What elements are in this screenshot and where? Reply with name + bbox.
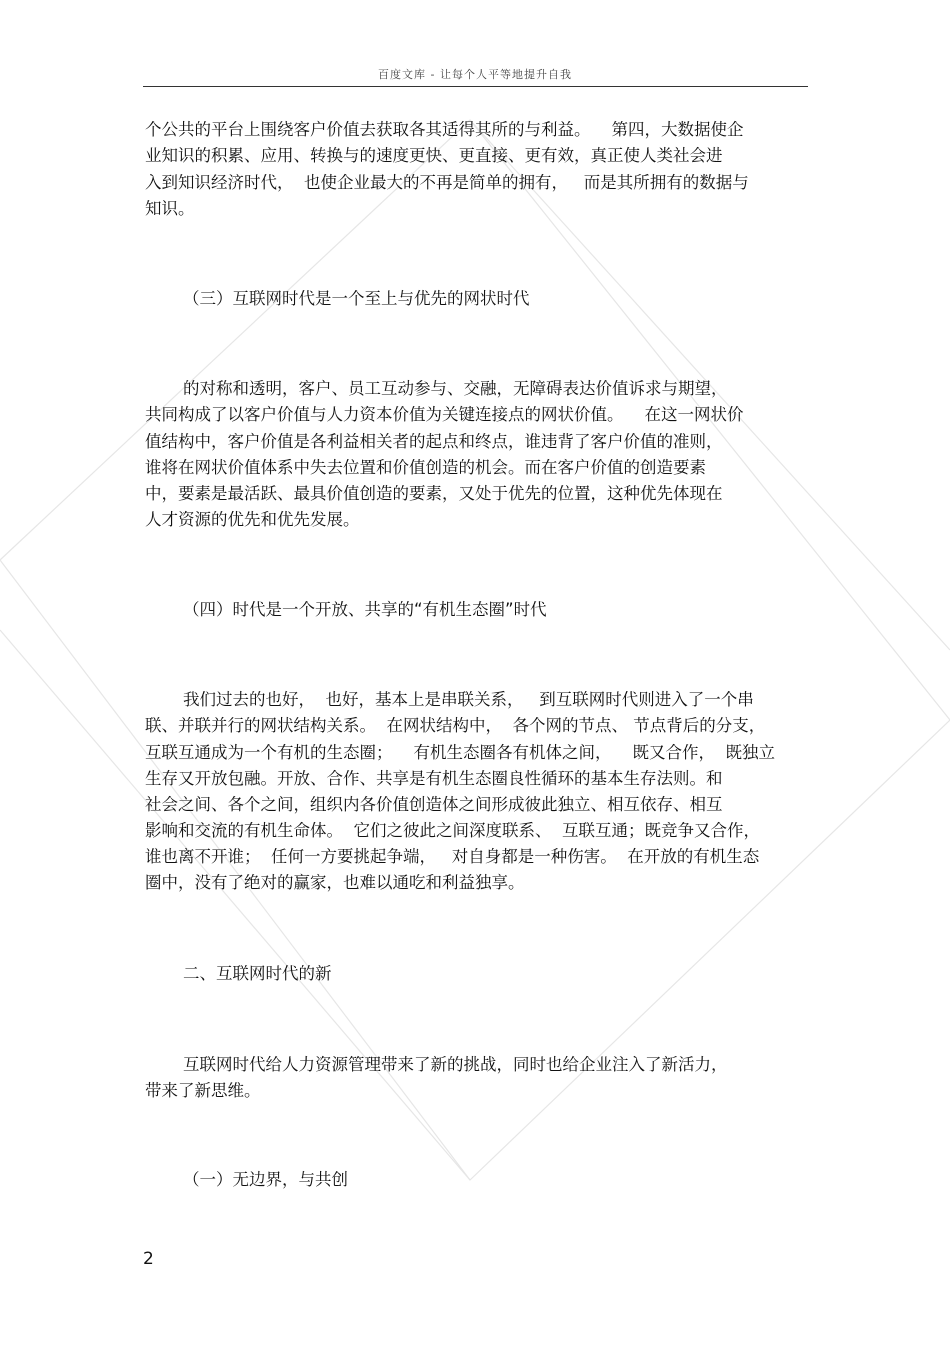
body-line: 圈中，没有了绝对的赢家，也难以通吃和利益独享。 — [145, 873, 525, 892]
body-line: 人才资源的优先和优先发展。 — [145, 510, 360, 529]
body-line: 入到知识经济时代， 也使企业最大的不再是简单的拥有， 而是其所拥有的数据与 — [145, 173, 749, 192]
section-heading: （三）互联网时代是一个至上与优先的网状时代 — [183, 289, 530, 308]
section-heading: （四）时代是一个开放、共享的“有机生态圈”时代 — [183, 600, 547, 619]
body-line: 业知识的积累、应用、转换与的速度更快、更直接、更有效，真正使人类社会进 — [145, 146, 723, 165]
body-line: 影响和交流的有机生命体。 它们之彼此之间深度联系、 互联互通；既竞争又合作， — [145, 821, 760, 840]
page-number: 2 — [143, 1249, 154, 1269]
body-line: 生存又开放包融。开放、合作、共享是有机生态圈良性循环的基本生存法则。和 — [145, 769, 723, 788]
body-line: 我们过去的也好， 也好，基本上是串联关系， 到互联网时代则进入了一个串 — [183, 690, 754, 709]
body-line: 互联互通成为一个有机的生态圈； 有机生态圈各有机体之间， 既又合作， 既独立 — [145, 743, 775, 762]
body-line: 谁也离不开谁； 任何一方要挑起争端， 对自身都是一种伤害。 在开放的有机生态 — [145, 847, 760, 866]
body-line: 互联网时代给人力资源管理带来了新的挑战，同时也给企业注入了新活力， — [183, 1055, 728, 1074]
section-heading: 二、互联网时代的新 — [183, 964, 332, 983]
body-line: 值结构中，客户价值是各利益相关者的起点和终点，谁违背了客户价值的准则， — [145, 432, 723, 451]
body-line: 共同构成了以客户价值与人力资本价值为关键连接点的网状价值。 在这一网状价 — [145, 405, 744, 424]
body-line: 社会之间、各个之间，组织内各价值创造体之间形成彼此独立、相互依存、相互 — [145, 795, 723, 814]
body-line: 的对称和透明，客户、员工互动参与、交融，无障碍表达价值诉求与期望， — [183, 379, 728, 398]
body-line: 联、并联并行的网状结构关系。 在网状结构中， 各个网的节点、 节点背后的分支， — [145, 716, 766, 735]
header-rule — [143, 86, 808, 87]
body-line: 知识。 — [145, 199, 195, 218]
body-line: 中，要素是最活跃、最具价值创造的要素，又处于优先的位置，这种优先体现在 — [145, 484, 723, 503]
body-line: 个公共的平台上围绕客户价值去获取各其适得其所的与利益。 第四，大数据使企 — [145, 120, 744, 139]
section-heading: （一）无边界，与共创 — [183, 1170, 348, 1189]
body-line: 带来了新思维。 — [145, 1081, 261, 1100]
page-header: 百度文库 - 让每个人平等地提升自我 — [378, 68, 572, 81]
body-line: 谁将在网状价值体系中失去位置和价值创造的机会。而在客户价值的创造要素 — [145, 458, 706, 477]
